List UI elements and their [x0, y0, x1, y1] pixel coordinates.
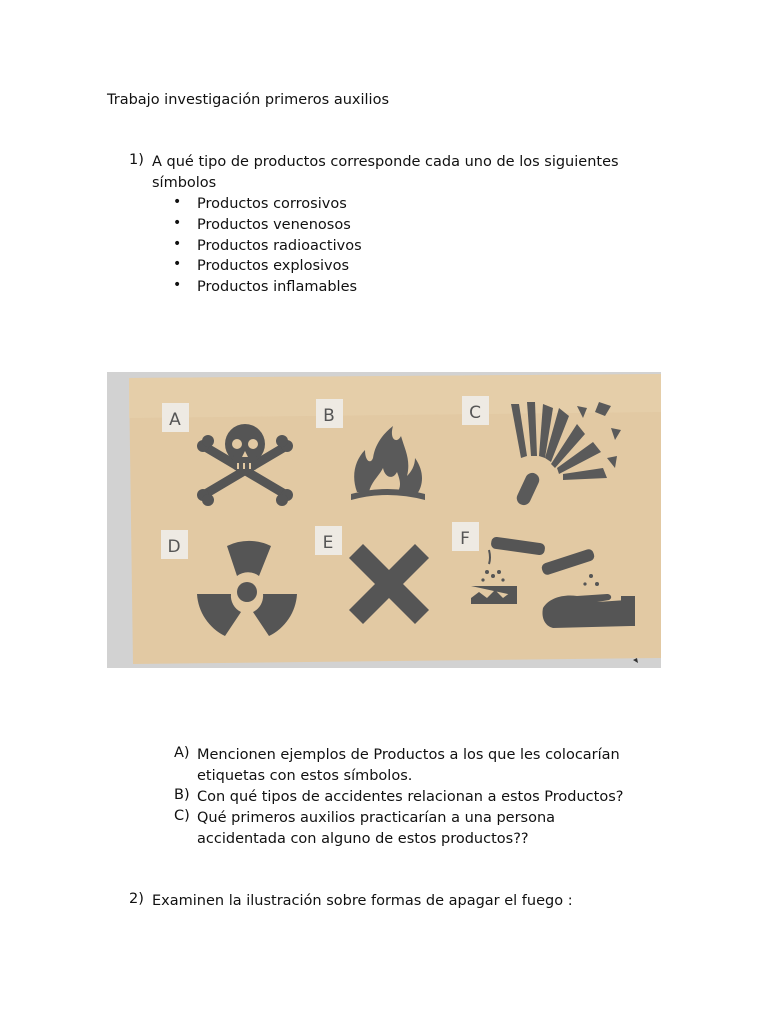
- label-box-b: [316, 399, 343, 428]
- page-title: Trabajo investigación primeros auxilios: [107, 92, 390, 108]
- symbol-label: E: [322, 533, 334, 553]
- symbol-label: A: [169, 410, 181, 430]
- subquestion-b-text: Con qué tipos de accidentes relacionan a estos Productos?: [197, 789, 624, 805]
- list-item: Productos corrosivos: [197, 196, 347, 212]
- label-box-d: [161, 530, 188, 559]
- question-1-text-continued: símbolos: [152, 175, 217, 191]
- label-box-f: [452, 522, 479, 551]
- question-1-number: 1): [129, 152, 144, 168]
- subquestion-a-letter: A): [174, 745, 190, 761]
- bullet-marker: •: [173, 236, 182, 252]
- subquestion-c-text: Qué primeros auxilios practicarían a una persona: [197, 810, 556, 826]
- label-box-e: [315, 526, 342, 555]
- question-2-text: Examinen la ilustración sobre formas de apagar el fuego :: [152, 893, 573, 909]
- bullet-marker: •: [173, 215, 182, 231]
- label-box-c: [462, 396, 489, 425]
- symbol-label: C: [469, 403, 481, 423]
- subquestion-c-letter: C): [174, 808, 190, 824]
- list-item: Productos venenosos: [197, 217, 351, 233]
- bullet-marker: •: [173, 256, 182, 272]
- hazard-symbols-figure: [107, 372, 661, 668]
- bullet-marker: •: [173, 277, 182, 293]
- subquestion-b-letter: B): [174, 787, 190, 803]
- subquestion-a-text: Mencionen ejemplos de Productos a los que les colocarían: [197, 747, 620, 763]
- bullet-marker: •: [173, 194, 182, 210]
- question-1-text: A qué tipo de productos corresponde cada uno de los siguientes: [152, 154, 619, 170]
- symbol-label: D: [167, 537, 181, 557]
- question-2-number: 2): [129, 891, 144, 907]
- subquestion-a-text-continued: etiquetas con estos símbolos.: [197, 768, 413, 784]
- symbol-label: F: [460, 529, 470, 549]
- symbol-label: B: [323, 406, 335, 426]
- list-item: Productos explosivos: [197, 258, 350, 274]
- subquestion-c-text-continued: accidentada con alguno de estos productos??: [197, 831, 529, 847]
- list-item: Productos inflamables: [197, 279, 358, 295]
- list-item: Productos radioactivos: [197, 238, 362, 254]
- label-box-a: [162, 403, 189, 432]
